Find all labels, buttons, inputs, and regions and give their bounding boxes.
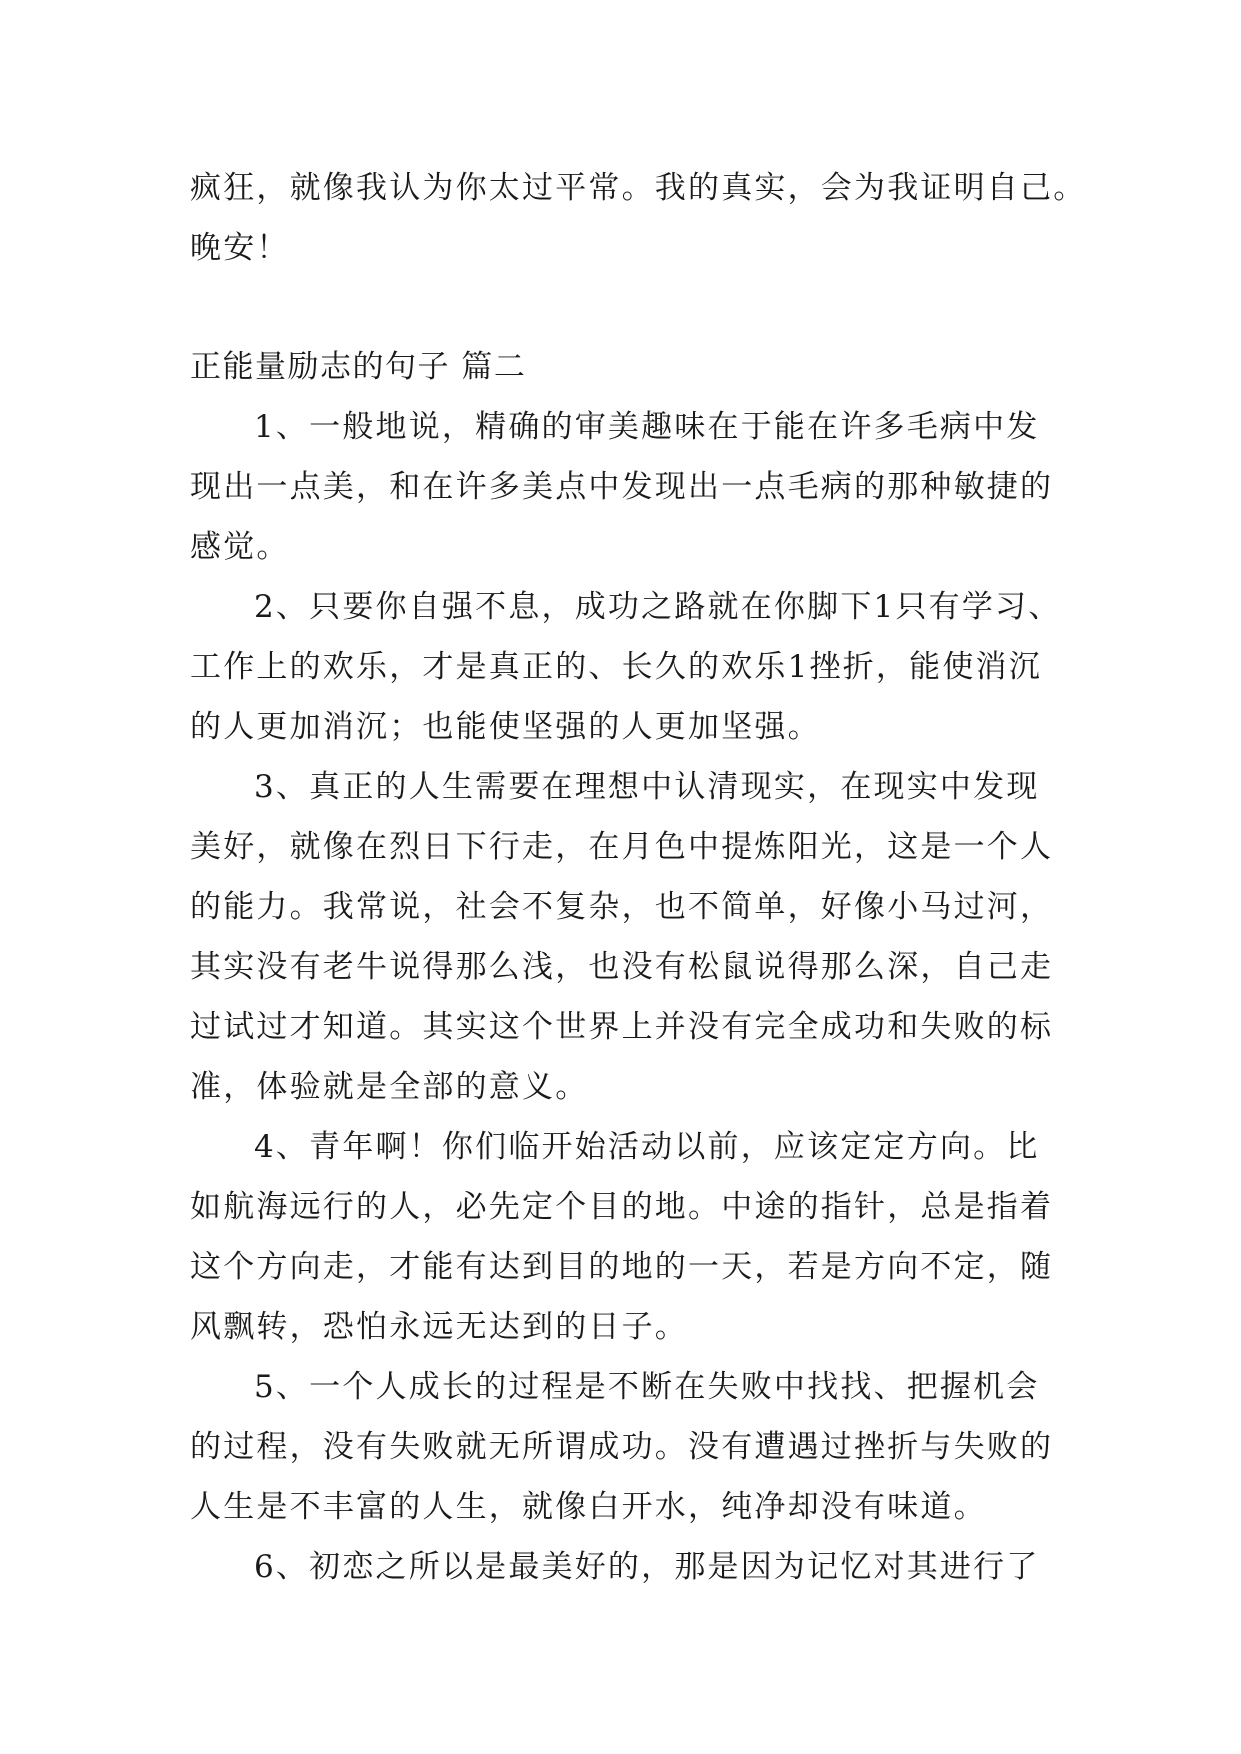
text-line: 的人更加消沉；也能使坚强的人更加坚强。 xyxy=(190,709,821,745)
text-line: 2、只要你自强不息，成功之路就在你脚下1只有学习、 xyxy=(254,589,1062,625)
quote-item-3 xyxy=(190,757,1060,1117)
text-line: 3、真正的人生需要在理想中认清现实，在现实中发现 xyxy=(254,769,1040,805)
text-line: 疯狂，就像我认为你太过平常。我的真实，会为我证明自己。 xyxy=(190,170,1087,206)
text-line: 5、一个人成长的过程是不断在失败中找找、把握机会 xyxy=(254,1369,1040,1405)
text-line: 晚安！ xyxy=(190,230,290,266)
text-line: 6、初恋之所以是最美好的，那是因为记忆对其进行了 xyxy=(254,1549,1040,1585)
text-line: 感觉。 xyxy=(190,529,290,565)
text-line: 4、青年啊！你们临开始活动以前，应该定定方向。比 xyxy=(254,1129,1040,1165)
quote-item-2 xyxy=(190,577,1060,757)
text-line: 1、一般地说，精确的审美趣味在于能在许多毛病中发 xyxy=(254,409,1040,445)
section-heading: 正能量励志的句子 篇二 xyxy=(190,349,527,385)
quote-item-6 xyxy=(190,1537,1060,1597)
intro-paragraph xyxy=(190,158,1087,278)
text-line: 的能力。我常说，社会不复杂，也不简单，好像小马过河， xyxy=(190,889,1054,925)
text-line: 美好，就像在烈日下行走，在月色中提炼阳光，这是一个人 xyxy=(190,829,1054,865)
section-gap xyxy=(190,278,1060,337)
text-line: 人生是不丰富的人生，就像白开水，纯净却没有味道。 xyxy=(190,1489,987,1525)
text-line: 工作上的欢乐，才是真正的、长久的欢乐1挫折，能使消沉 xyxy=(190,649,1042,685)
document-page xyxy=(190,158,1087,1597)
text-line: 风飘转，恐怕永远无达到的日子。 xyxy=(190,1309,688,1345)
text-line: 的过程，没有失败就无所谓成功。没有遭遇过挫折与失败的 xyxy=(190,1429,1054,1465)
text-line: 现出一点美，和在许多美点中发现出一点毛病的那种敏捷的 xyxy=(190,469,1054,505)
text-line: 准，体验就是全部的意义。 xyxy=(190,1069,589,1105)
quote-item-1 xyxy=(190,397,1060,577)
text-line: 如航海远行的人，必先定个目的地。中途的指针，总是指着 xyxy=(190,1189,1054,1225)
quote-item-4 xyxy=(190,1117,1060,1357)
quote-item-5 xyxy=(190,1357,1060,1537)
text-line: 过试过才知道。其实这个世界上并没有完全成功和失败的标 xyxy=(190,1009,1054,1045)
text-line: 这个方向走，才能有达到目的地的一天，若是方向不定，随 xyxy=(190,1249,1054,1285)
text-line: 其实没有老牛说得那么浅，也没有松鼠说得那么深，自己走 xyxy=(190,949,1054,985)
